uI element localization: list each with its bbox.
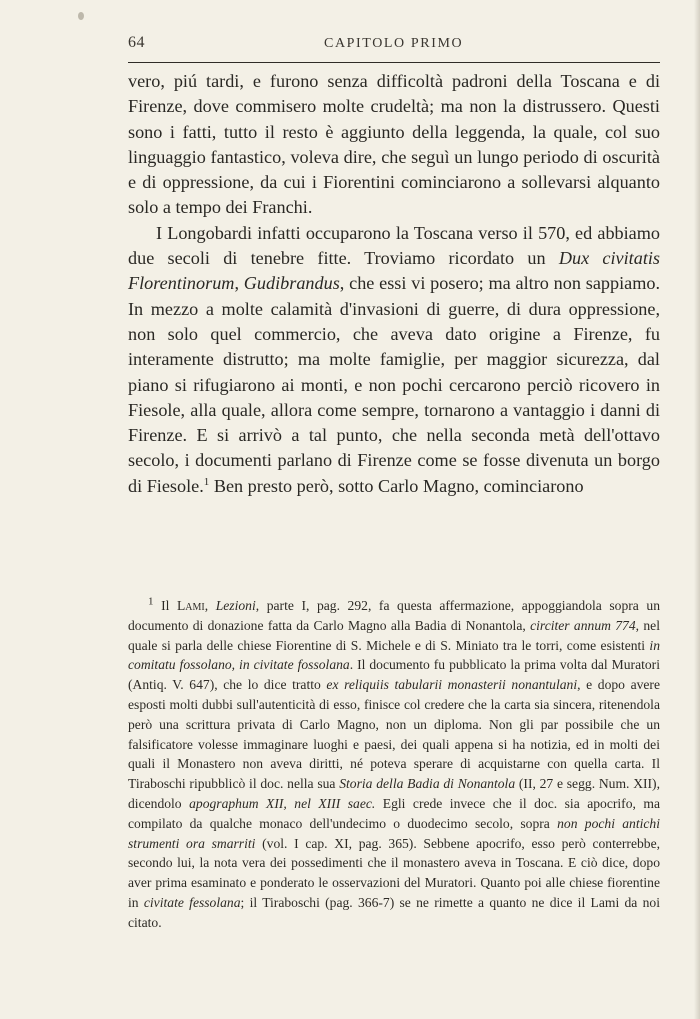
italic-dux-civitatis: Dux civitatis Florentinorum	[128, 248, 661, 294]
italic-non-pochi: non pochi antichi strumenti ora smarriti	[128, 815, 660, 851]
paragraph-2-text-f: Ben presto però, sotto Carlo Magno, cominciarono	[209, 475, 584, 496]
header-rule	[128, 62, 660, 63]
italic-in-comitatu: in comitatu fossolano, in civitate fossolana	[128, 637, 660, 673]
footnote-text: , parte I, pag. 292, fa questa affermazione, appoggiandola sopra un documento di donazione fatta da Carlo Magno alla Badia di Nonantola,	[128, 598, 661, 633]
italic-apographum: apographum XII, nel XIII saec.	[189, 795, 376, 811]
paragraph-2	[128, 221, 660, 499]
paper-smudge	[78, 12, 84, 20]
footnote-text: (II, 27 e segg. Num. XII), dicendolo	[128, 776, 660, 811]
footnote-reference[interactable]: 1	[203, 475, 210, 488]
running-head: CAPITOLO PRIMO	[324, 36, 464, 51]
footnote-text: Il	[161, 598, 177, 613]
italic-gudibrandus: Gudibrandus	[243, 273, 340, 294]
paragraph-2-text-a: I Longobardi infatti occuparono la Toscana verso il 570, ed abbiamo due secoli di tenebre fitte. Troviamo ricordato un	[128, 222, 660, 269]
footnote-text: ; il Tiraboschi (pag. 366-7) se ne rimette a quanto ne dice il Lami da noi citato.	[128, 894, 660, 930]
footnote-text: ,	[204, 598, 216, 613]
footnote-1	[128, 596, 660, 933]
footnote-marker: 1	[148, 595, 154, 608]
footnotes	[128, 596, 660, 933]
paragraph-2-text-c: ,	[234, 273, 244, 294]
page-edge-shadow	[694, 0, 700, 1019]
body-text	[128, 69, 660, 499]
paragraph-1: vero, piú tardi, e furono senza difficoltà padroni della Toscana e di Firenze, dove commisero molte crudeltà; ma non la distrussero. Questi sono i fatti, tutto il resto è aggiunto della leggenda, la quale, col suo linguaggio fantastico, voleva dire, che seguì un lungo periodo di oscurità e di oppressione, da cui i Fiorentini cominciarono a sollevarsi alquanto solo a tempo dei Franchi.	[128, 71, 660, 218]
footnote-text: . Il documento fu pubblicato la prima volta dal Muratori (Antiq. V. 647), che lo dice tratto	[128, 657, 660, 693]
footnote-text: (vol. I cap. XI, pag. 365). Sebbene apocrifo, esso però conterrebbe, secondo lui, la nota vera dei possedimenti che il monastero aveva in Toscana. E ciò dice, dopo aver prima esaminato e ponderato le osservazioni del Muratori. Quanto poi alle chiese fiorentine in	[128, 835, 661, 910]
footnote-text: Egli crede invece che il doc. sia apocrifo, ma compilato da qualche monaco dell'undecimo o duodecimo secolo, sopra	[128, 795, 660, 831]
italic-civitate-fessolana: civitate fessolana	[143, 894, 241, 910]
italic-storia-badia: Storia della Badia di Nonantola	[339, 776, 516, 792]
footnote-text: , nel quale si parla delle chiese Fiorentine di S. Michele e di S. Miniato tra le torri, come esistenti	[128, 617, 660, 653]
paragraph-2-text-e: , che essi vi posero; ma altro non sappiamo. In mezzo a molte calamità d'invasioni di guerre, di dura oppressione, non solo quel commercio, che aveva dato origine a Firenze, fu interamente distrutto; ma molte famiglie, per maggior sicurezza, dal piano si rifugiarono ai monti, e non pochi cercarono perciò ricovero in Fiesole, alla quale, allora come sempre, tornarono a vantaggio i danni di Firenze. E si arrivò a tal punto, che nella seconda metà dell'ottavo secolo, i documenti parlano di Firenze come se fosse divenuta un borgo di Fiesole.	[128, 273, 660, 496]
italic-circiter-annum: circiter annum 774	[530, 617, 636, 633]
page-header	[128, 34, 660, 58]
footnote-text: , e dopo avere esposti molti dubbi sull'autenticità di esso, finisce col credere che la carta sia sincera, ritenendola però una scrittura privata di Carlo Magno, non un diploma. Non gli par possibile che un falsificatore volesse immaginare luoghi e paesi, dei quali appena si ha notizia, ed in molti dei quali il Monastero non aveva diritti, né poteva sperare di acquistarne con quella carta. Il Tiraboschi ripubblicò il doc. nella sua	[128, 677, 660, 792]
italic-ex-reliquiis: ex reliquiis tabularii monasterii nonantulani	[326, 677, 578, 693]
author-lami: Lami	[176, 598, 205, 613]
italic-lezioni: Lezioni	[215, 598, 256, 613]
page-number: 64	[128, 34, 145, 51]
